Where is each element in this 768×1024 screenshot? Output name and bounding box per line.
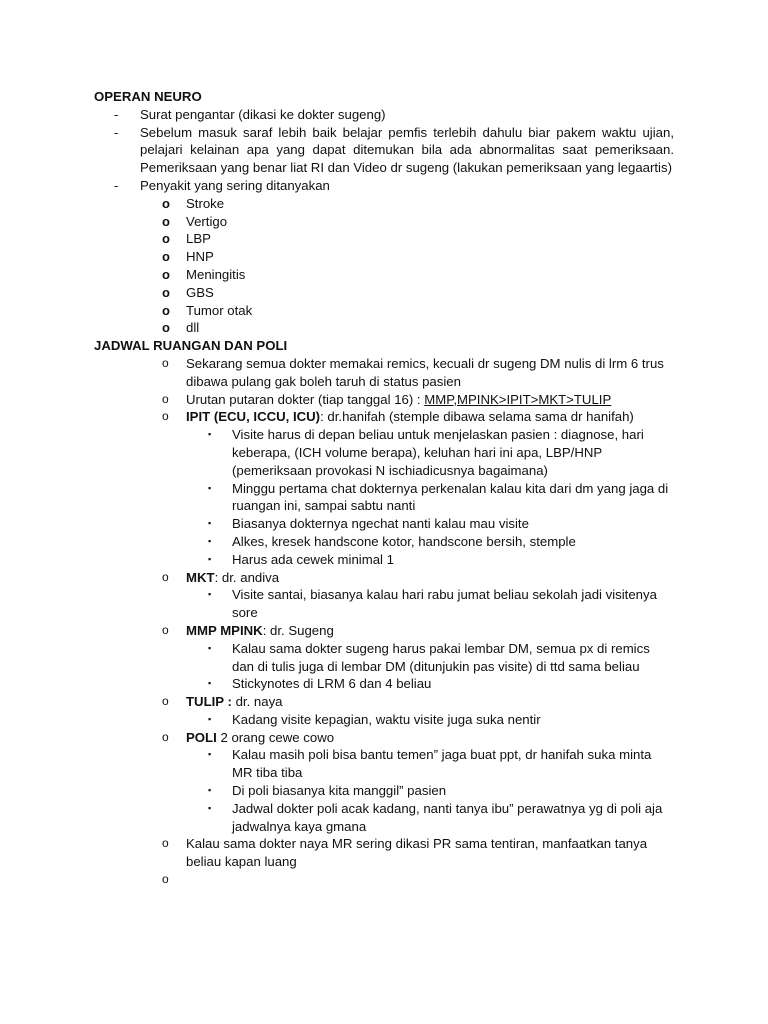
note-item (208, 782, 674, 800)
circle-bullet: o (162, 622, 169, 637)
note-text: Di poli biasanya kita manggil” pasien (232, 783, 447, 799)
disease-text: Stroke (186, 195, 225, 211)
list-item-tulip (162, 693, 674, 711)
list-item (114, 177, 674, 195)
circle-bullet: o (162, 320, 170, 336)
note-item (208, 533, 674, 551)
list-item-text: Sebelum masuk saraf lebih baik belajar pemfis terlebih dahulu biar pakem waktu ujian, pelajari kelainan apa yang dapat ditemukan bila ada abnormalitas saat pemeriksaan. Pemeriksaan yang benar liat RI dan Video dr sugeng (lakukan pemeriksaan yang legaartis) (140, 124, 674, 176)
urutan-sequence: MMP,MPINK>IPIT>MKT>TULIP (424, 391, 612, 407)
disease-text: Vertigo (186, 213, 228, 229)
square-bullet: ▪ (208, 713, 212, 724)
dash-bullet: - (114, 177, 119, 193)
square-bullet: ▪ (208, 802, 212, 813)
list-item (162, 355, 674, 391)
circle-bullet: o (162, 391, 169, 406)
disease-item (162, 284, 674, 302)
disease-text: Tumor otak (186, 302, 253, 318)
circle-bullet: o (162, 872, 169, 887)
circle-bullet: o (162, 836, 169, 851)
disease-text: LBP (186, 231, 211, 247)
disease-text: Meningitis (186, 266, 246, 282)
circle-bullet: o (162, 249, 170, 265)
ward-doctor: : dr.hanifah (stemple dibawa selama sama dr hanifah) (320, 409, 634, 425)
list-item-mkt (162, 569, 674, 587)
note-item (208, 551, 674, 569)
heading-operan-neuro: OPERAN NEURO (94, 89, 202, 104)
note-text: Kadang visite kepagian, waktu visite juga suka nentir (232, 711, 541, 727)
list-item (114, 106, 674, 124)
urutan-prefix: Urutan putaran dokter (tiap tanggal 16) : (186, 391, 425, 407)
note-item (208, 640, 674, 676)
list-item-text: Surat pengantar (dikasi ke dokter sugeng) (140, 106, 386, 122)
ward-doctor: dr. naya (231, 694, 283, 710)
list-item-text (186, 693, 674, 711)
circle-bullet: o (162, 284, 170, 300)
list-item (114, 124, 674, 177)
disease-text: HNP (186, 249, 214, 265)
list-item-ipit (162, 408, 674, 426)
square-bullet: ▪ (208, 518, 212, 529)
disease-text: GBS (186, 284, 214, 300)
disease-item (162, 248, 674, 266)
circle-bullet: o (162, 195, 170, 211)
ward-doctor: 2 orang cewe cowo (216, 729, 335, 745)
list-item-text (186, 391, 674, 409)
circle-bullet: o (162, 302, 170, 318)
circle-bullet: o (162, 694, 169, 709)
disease-item (162, 319, 674, 337)
square-bullet: ▪ (208, 589, 212, 600)
square-bullet: ▪ (208, 642, 212, 653)
square-bullet: ▪ (208, 429, 212, 440)
disease-item (162, 230, 674, 248)
note-text: Visite santai, biasanya kalau hari rabu jumat beliau sekolah jadi visitenya sore (232, 587, 657, 621)
square-bullet: ▪ (208, 785, 212, 796)
circle-bullet: o (162, 213, 170, 229)
list-item-text (186, 622, 674, 640)
list-item (162, 835, 674, 871)
list-item-text: Penyakit yang sering ditanyakan (140, 177, 330, 193)
ward-label: MKT (186, 569, 215, 585)
list-item-text: Kalau sama dokter naya MR sering dikasi PR sama tentiran, manfaatkan tanya beliau kapan luang (186, 836, 648, 870)
disease-text: dll (186, 320, 200, 336)
note-text: Alkes, kresek handscone kotor, handscone bersih, stemple (232, 533, 576, 549)
dash-bullet: - (114, 124, 119, 140)
note-item (208, 675, 674, 693)
note-text: Visite harus di depan beliau untuk menjelaskan pasien : diagnose, hari keberapa, (ICH volume berapa), keluhan hari ini apa, LBP/HNP (pemeriksaan provokasi N ischiadicusnya bagaimana) (232, 427, 644, 478)
ward-label: POLI (186, 729, 217, 745)
note-item (208, 515, 674, 533)
note-item (208, 426, 674, 479)
square-bullet: ▪ (208, 482, 212, 493)
note-text: Biasanya dokternya ngechat nanti kalau mau visite (232, 516, 529, 532)
list-item (162, 391, 674, 409)
disease-item (162, 302, 674, 320)
disease-item (162, 266, 674, 284)
ward-doctor: : dr. Sugeng (262, 622, 334, 638)
ward-label: IPIT (ECU, ICCU, ICU) (186, 409, 321, 425)
list-item-text (186, 569, 674, 587)
list-item-empty (162, 871, 674, 889)
dash-bullet: - (114, 106, 119, 122)
square-bullet: ▪ (208, 535, 212, 546)
note-text: Jadwal dokter poli acak kadang, nanti tanya ibu” perawatnya yg di poli aja jadwalnya kaya gmana (232, 800, 663, 834)
document-content (94, 88, 674, 889)
note-item (208, 586, 674, 622)
circle-bullet: o (162, 231, 170, 247)
circle-bullet: o (162, 409, 169, 424)
disease-item (162, 213, 674, 231)
note-item (208, 480, 674, 516)
note-item (208, 746, 674, 782)
note-text: Kalau sama dokter sugeng harus pakai lembar DM, semua px di remics dan di tulis juga di lembar DM (ditunjukin pas visite) di ttd sama beliau (232, 640, 650, 674)
note-text: Harus ada cewek minimal 1 (232, 551, 394, 567)
list-item-text (186, 729, 674, 747)
circle-bullet: o (162, 569, 169, 584)
circle-bullet: o (162, 266, 170, 282)
note-text: Kalau masih poli bisa bantu temen” jaga buat ppt, dr hanifah suka minta MR tiba tiba (232, 747, 652, 781)
ward-label: MMP MPINK (186, 622, 263, 638)
list-item-mmp (162, 622, 674, 640)
square-bullet: ▪ (208, 678, 212, 689)
square-bullet: ▪ (208, 749, 212, 760)
heading-jadwal-ruangan: JADWAL RUANGAN DAN POLI (94, 338, 288, 354)
ward-label: TULIP : (186, 694, 232, 710)
note-text: Minggu pertama chat dokternya perkenalan kalau kita dari dm yang jaga di ruangan ini, sampai sabtu nanti (232, 480, 669, 514)
list-item-text (186, 408, 674, 426)
note-item (208, 711, 674, 729)
ward-doctor: : dr. andiva (214, 569, 280, 585)
disease-item (162, 195, 674, 213)
circle-bullet: o (162, 355, 169, 370)
list-item-text: Sekarang semua dokter memakai remics, kecuali dr sugeng DM nulis di lrm 6 trus dibawa pulang gak boleh taruh di status pasien (186, 355, 664, 389)
square-bullet: ▪ (208, 553, 212, 564)
note-text: Stickynotes di LRM 6 dan 4 beliau (232, 676, 432, 692)
list-item-poli (162, 729, 674, 747)
circle-bullet: o (162, 729, 169, 744)
note-item (208, 800, 674, 836)
